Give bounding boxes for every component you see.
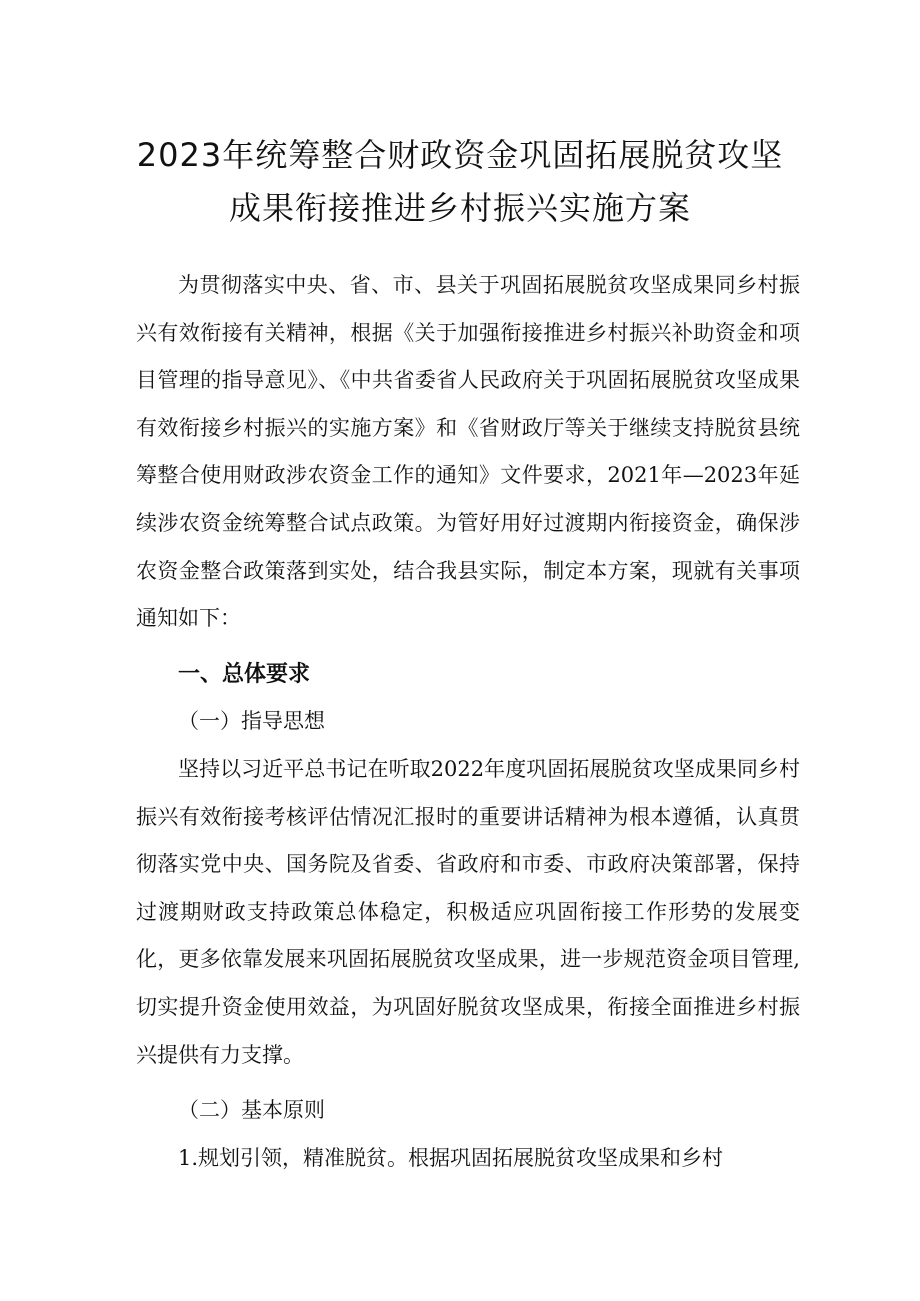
document-title-line-2: 成果衔接推进乡村振兴实施方案 bbox=[228, 189, 691, 227]
document-body bbox=[136, 262, 800, 1182]
spacer bbox=[136, 643, 800, 651]
subsection-heading-guiding-ideology: （一）指导思想 bbox=[178, 709, 325, 734]
principle-1-paragraph: 1.规划引领，精准脱贫。根据巩固拓展脱贫攻坚成果和乡村 bbox=[178, 1145, 724, 1170]
document-title-line-1: 2023年统筹整合财政资金巩固拓展脱贫攻坚 bbox=[136, 136, 784, 174]
subsection-heading-basic-principles: （二）基本原则 bbox=[178, 1098, 325, 1123]
spacer bbox=[136, 1079, 800, 1087]
intro-paragraph: 为贯彻落实中央、省、市、县关于巩固拓展脱贫攻坚成果同乡村振兴有效衔接有关精神，根据《关于加强衔接推进乡村振兴补助资金和项目管理的指导意见》、《中共省委省人民政府关于巩固拓展脱贫攻坚成果有效衔接乡村振兴的实施方案》和《省财政厅等关于继续支持脱贫县统筹整合使用财政涉农资金工作的通知》文件要求，2021年—2023年延续涉农资金统筹整合试点政策。为管好用好过渡期内衔接资金，确保涉农资金整合政策落到实处，结合我县实际，制定本方案，现就有关事项通知如下： bbox=[136, 273, 800, 631]
section-heading-general-requirements: 一、总体要求 bbox=[178, 661, 311, 687]
guiding-ideology-paragraph: 坚持以习近平总书记在听取2022年度巩固拓展脱贫攻坚成果同乡村振兴有效衔接考核评估情况汇报时的重要讲话精神为根本遵循，认真贯彻落实党中央、国务院及省委、省政府和市委、市政府决策部署，保持过渡期财政支持政策总体稳定，积极适应巩固衔接工作形势的发展变化，更多依靠发展来巩固拓展脱贫攻坚成果，进一步规范资金项目管理,切实提升资金使用效益，为巩固好脱贫攻坚成果，衔接全面推进乡村振兴提供有力支撑。 bbox=[136, 756, 800, 1067]
